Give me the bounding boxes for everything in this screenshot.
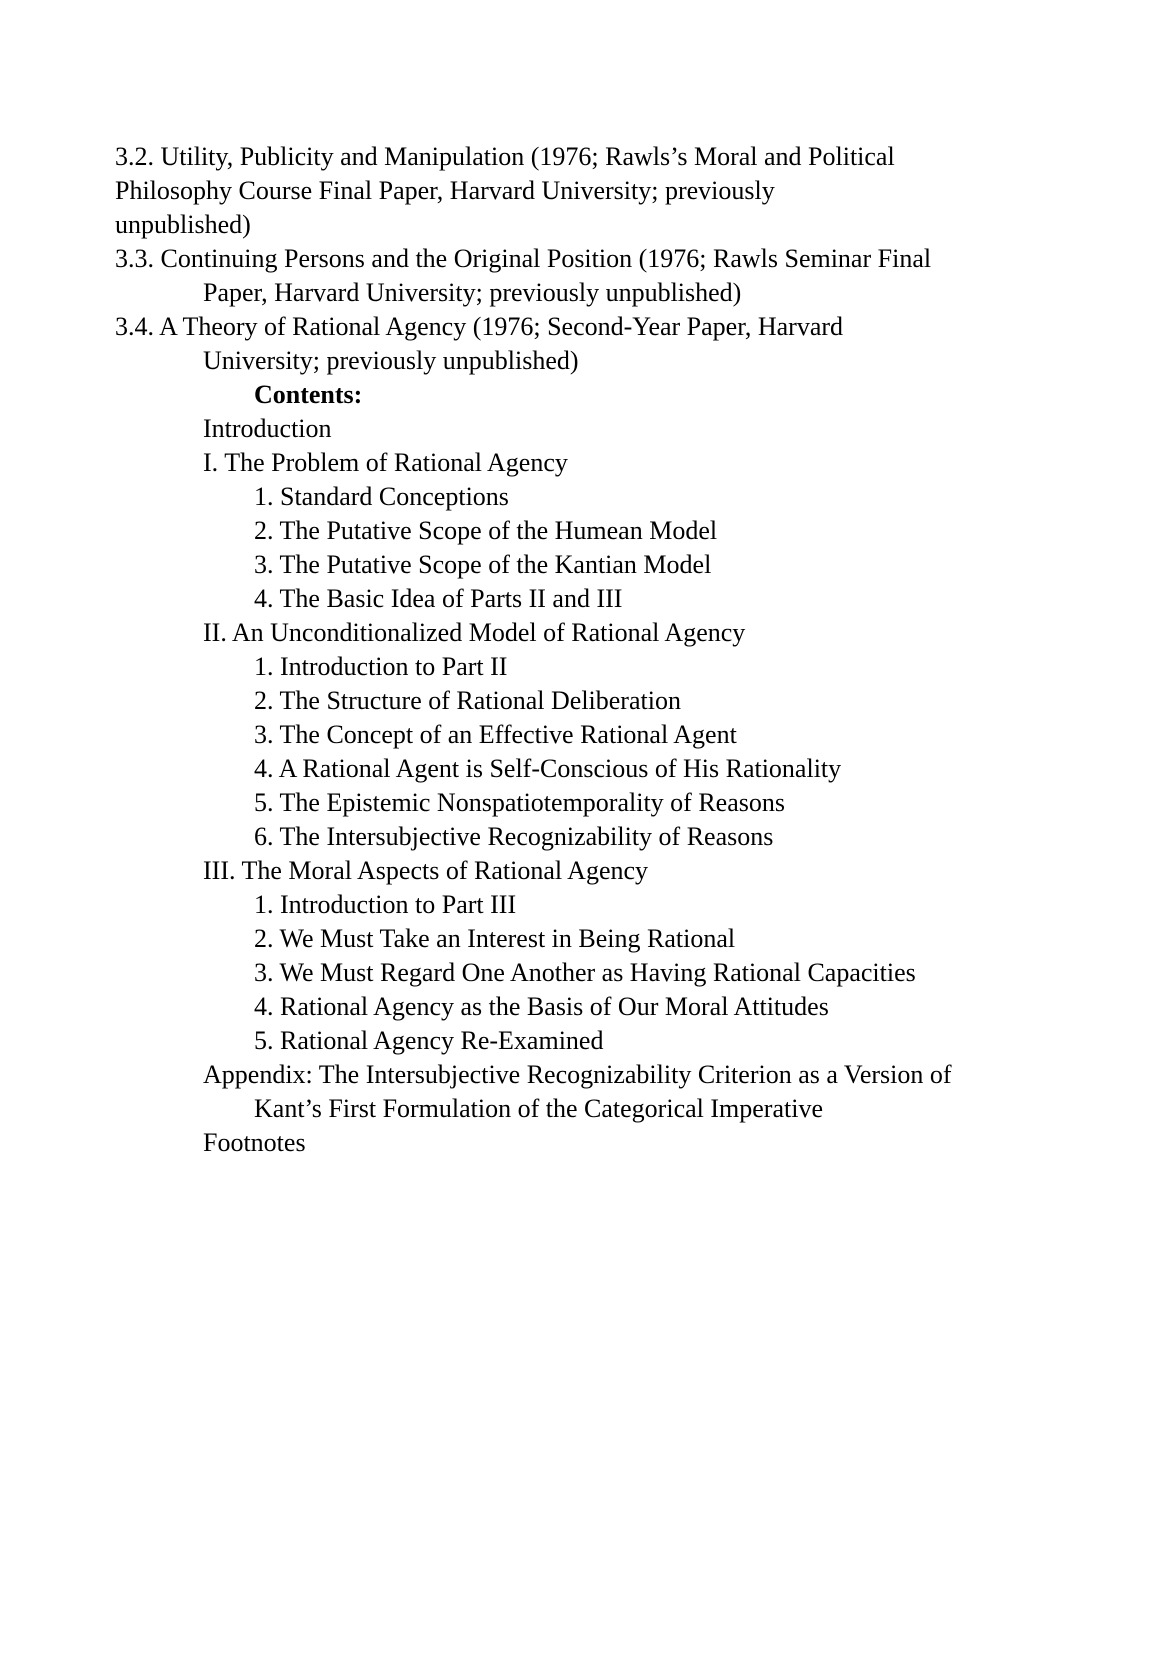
- toc-line: 3. We Must Regard One Another as Having Rational Capacities: [254, 958, 916, 987]
- toc-line: 3. The Concept of an Effective Rational Agent: [254, 720, 737, 749]
- toc-line: 2. We Must Take an Interest in Being Rational: [254, 924, 736, 953]
- toc-line: unpublished): [115, 210, 251, 239]
- toc-line: 2. The Structure of Rational Deliberation: [254, 686, 681, 715]
- toc-line: Footnotes: [203, 1128, 306, 1157]
- toc-line: I. The Problem of Rational Agency: [203, 448, 568, 477]
- toc-line: Kant’s First Formulation of the Categorical Imperative: [254, 1094, 823, 1123]
- toc-line: 5. Rational Agency Re-Examined: [254, 1026, 604, 1055]
- toc-line: Introduction: [203, 414, 332, 443]
- toc-line: 3.3. Continuing Persons and the Original Position (1976; Rawls Seminar Final: [115, 244, 932, 273]
- toc-line: 3.2. Utility, Publicity and Manipulation (1976; Rawls’s Moral and Political: [115, 142, 895, 171]
- toc-line: Appendix: The Intersubjective Recognizability Criterion as a Version of: [203, 1060, 952, 1089]
- toc-line: II. An Unconditionalized Model of Rational Agency: [203, 618, 746, 647]
- toc-line: Contents:: [254, 380, 363, 409]
- toc-line: University; previously unpublished): [203, 346, 579, 375]
- toc-line: 3.4. A Theory of Rational Agency (1976; Second-Year Paper, Harvard: [115, 312, 844, 341]
- toc-line: Paper, Harvard University; previously unpublished): [203, 278, 742, 307]
- toc-line: 3. The Putative Scope of the Kantian Model: [254, 550, 712, 579]
- toc-line: 4. A Rational Agent is Self-Conscious of His Rationality: [254, 754, 842, 783]
- toc-line: 4. Rational Agency as the Basis of Our Moral Attitudes: [254, 992, 829, 1021]
- toc-line: 2. The Putative Scope of the Humean Model: [254, 516, 718, 545]
- toc-line: Philosophy Course Final Paper, Harvard University; previously: [115, 176, 775, 205]
- toc-line: 4. The Basic Idea of Parts II and III: [254, 584, 623, 613]
- toc-line: 1. Introduction to Part III: [254, 890, 517, 919]
- toc-line: 1. Standard Conceptions: [254, 482, 509, 511]
- toc-line: 6. The Intersubjective Recognizability of Reasons: [254, 822, 774, 851]
- toc-line: III. The Moral Aspects of Rational Agency: [203, 856, 649, 885]
- toc-line: 1. Introduction to Part II: [254, 652, 508, 681]
- toc-line: 5. The Epistemic Nonspatiotemporality of Reasons: [254, 788, 785, 817]
- table-of-contents: [115, 140, 1105, 1160]
